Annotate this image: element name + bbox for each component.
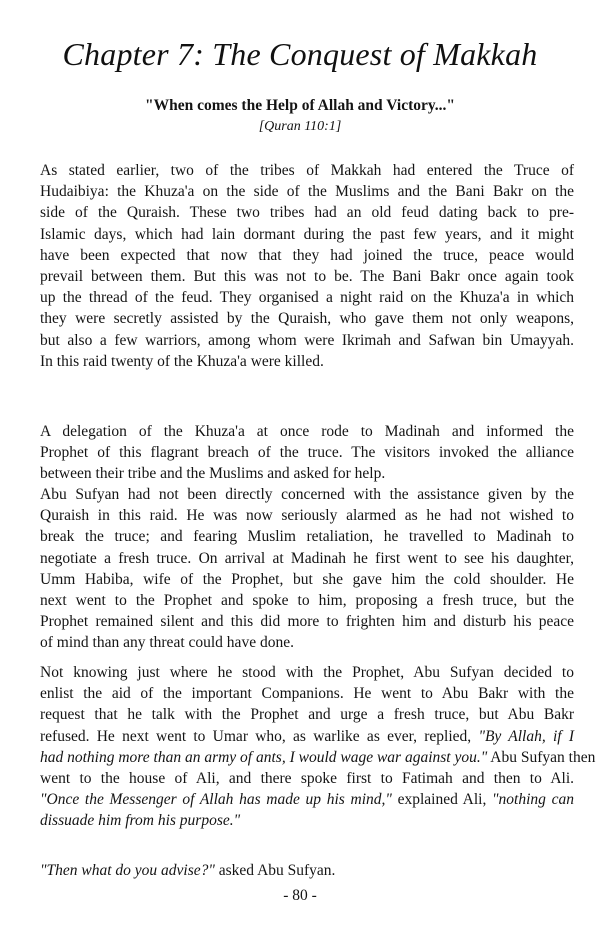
- text-line: Not knowing just where he stood with the Prophet, Abu Sufyan decided to: [40, 664, 574, 681]
- epigraph-quote: "When comes the Help of Allah and Victory...": [145, 97, 455, 114]
- text-line: between their tribe and the Muslims and asked for help.: [40, 465, 386, 483]
- paragraph-1: [40, 160, 574, 372]
- text-line: enlist the aid of the important Companions. He went to Abu Bakr with the: [40, 685, 574, 703]
- italic-quote: "Once the Messenger of Allah has made up his mind,": [40, 791, 392, 809]
- text-line: negotiate a fresh truce. On arrival at Madinah he first went to see his daughter,: [40, 549, 574, 567]
- text-line: In this raid twenty of the Khuza'a were killed.: [40, 352, 324, 370]
- text-line: next went to the Prophet and spoke to him, proposing a fresh truce, but the: [40, 592, 574, 610]
- text-run: Abu Sufyan then: [487, 748, 596, 766]
- epigraph-source: [Quran 110:1]: [258, 119, 342, 134]
- italic-quote: "By Allah, if I: [478, 727, 574, 745]
- chapter-title: Chapter 7: The Conquest of Makkah: [62, 36, 538, 72]
- text-line: have been expected that now that they had joined the truce, peace would: [40, 246, 574, 264]
- text-line: Prophet remained silent and this did more to frighten him and disturb his peace: [40, 613, 574, 631]
- text-line: [40, 747, 596, 768]
- text-line: prevail between them. But this was not to be. The Bani Bakr once again took: [40, 268, 574, 286]
- text-line: [40, 789, 574, 810]
- text-run: explained Ali,: [391, 791, 493, 809]
- paragraph-2: [40, 421, 574, 485]
- text-run: refused. He next went to Umar who, as warlike as ever, replied,: [40, 727, 479, 745]
- text-line: Hudaibiya: the Khuza'a on the side of the Muslims and the Bani Bakr on the: [40, 183, 574, 201]
- paragraph-5: [40, 860, 574, 881]
- text-line: but also a few warriors, among whom were Ikrimah and Safwan bin Umayyah.: [40, 331, 574, 349]
- italic-quote: had nothing more than an army of ants, I would wage war against you.": [40, 748, 488, 766]
- text-line: of mind than any threat could have done.: [40, 634, 294, 652]
- page-number: - 80 -: [283, 887, 317, 904]
- text-line: request that he talk with the Prophet and urge a fresh truce, but Abu Bakr: [40, 706, 574, 724]
- text-line: Umm Habiba, wife of the Prophet, but she gave him the cold shoulder. He: [40, 570, 574, 588]
- text-run: asked Abu Sufyan.: [214, 862, 336, 879]
- text-line: As stated earlier, two of the tribes of Makkah had entered the Truce of: [40, 162, 574, 179]
- text-line: dissuade him from his purpose.": [40, 812, 241, 830]
- text-line: [40, 726, 574, 747]
- text-line: Prophet of this flagrant breach of the truce. The visitors invoked the alliance: [40, 444, 574, 462]
- text-line: went to the house of Ali, and there spoke first to Fatimah and then to Ali.: [40, 770, 574, 788]
- text-line: up the thread of the feud. They organised a night raid on the Khuza'a in which: [40, 289, 574, 307]
- italic-quote: "Then what do you advise?": [40, 862, 215, 879]
- paragraph-4: [40, 662, 596, 832]
- text-line: Abu Sufyan had not been directly concerned with the assistance given by the: [40, 486, 574, 503]
- text-line: break the truce; and fearing Muslim retaliation, he travelled to Madinah to: [40, 528, 574, 546]
- text-line: [40, 860, 574, 881]
- text-line: side of the Quraish. These two tribes had an old feud dating back to pre-: [40, 204, 574, 222]
- text-line: Quraish in this raid. He was now seriously alarmed as he had not wished to: [40, 507, 574, 525]
- italic-quote: "nothing can: [492, 791, 574, 809]
- text-line: A delegation of the Khuza'a at once rode to Madinah and informed the: [40, 423, 574, 440]
- text-line: they were secretly assisted by the Quraish, who gave them not only weapons,: [40, 310, 574, 328]
- text-line: Islamic days, which had lain dormant during the past few years, and it might: [40, 225, 574, 243]
- paragraph-3: [40, 484, 574, 654]
